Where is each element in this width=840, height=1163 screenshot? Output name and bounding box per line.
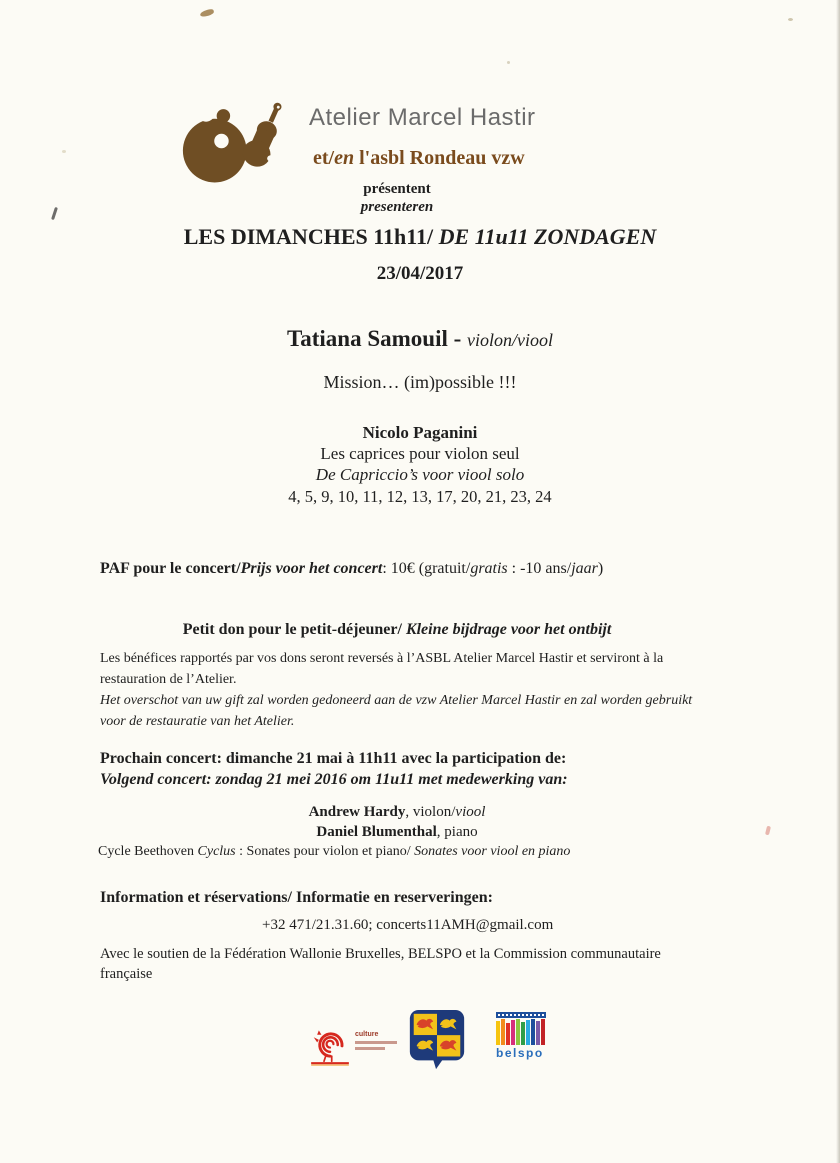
walloon-rooster-logo — [306, 1021, 354, 1069]
price-gratis: gratis — [470, 560, 508, 577]
next-artist-2-name: Daniel Blumenthal — [316, 824, 437, 840]
support-line-1: Avec le soutien de la Fédération Wallonie Bruxelles, BELSPO et la Commission communautaire — [100, 946, 661, 962]
artist-name: Tatiana Samouil — [287, 326, 448, 351]
event-title — [0, 224, 840, 250]
beethoven-cycle-line — [98, 844, 570, 860]
contact-line: +32 471/21.31.60; concerts11AMH@gmail.com — [262, 917, 554, 933]
donation-heading-fr: Petit don pour le petit-déjeuner/ — [182, 621, 406, 638]
event-title-nl: DE 11u11 ZONDAGEN — [438, 224, 657, 249]
donation-paragraph-fr — [100, 651, 663, 693]
artist-line — [0, 326, 840, 352]
next-artist-2-instrument: , piano — [436, 824, 478, 840]
scan-artifact — [199, 8, 214, 17]
donation-fr-line-1: Les bénéfices rapportés par vos dons seront reversés à l’ASBL Atelier Marcel Hastir et serviront à la — [100, 651, 664, 666]
next-artist-2 — [0, 824, 794, 841]
artist-instrument: violon/viool — [467, 330, 553, 350]
org-title: Atelier Marcel Hastir — [309, 104, 536, 131]
belspo-wordmark: belspo — [496, 1046, 544, 1060]
artist-separator: - — [447, 326, 468, 351]
composer-name: Nicolo Paganini — [362, 423, 478, 442]
info-heading: Information et réservations/ Informatie en reserveringen: — [100, 889, 493, 906]
caprice-numbers: 4, 5, 9, 10, 11, 12, 13, 17, 20, 21, 23, 24 — [288, 487, 552, 506]
org-subtitle — [313, 147, 525, 170]
scan-artifact — [788, 18, 793, 21]
donation-nl-line-2: voor de restauratie van het Atelier. — [100, 714, 295, 729]
illegible-caption-line — [355, 1047, 385, 1050]
presenters-label-nl: presenteren — [360, 199, 434, 215]
next-artist-1-instrument-fr: , violon/ — [405, 804, 456, 820]
rooster-caption — [355, 1031, 403, 1050]
palette-violin-logo — [180, 93, 288, 188]
price-jaar: jaar — [571, 560, 598, 577]
org-subtitle-fr: et/ — [313, 147, 335, 169]
work-title-fr: Les caprices pour violon seul — [320, 444, 520, 463]
cycle-desc-fr: : Sonates pour violon et piano/ — [235, 844, 415, 859]
price-label-nl: Prijs voor het concert — [240, 560, 383, 577]
cycle-desc-nl: Sonates voor viool en piano — [414, 844, 571, 859]
price-line — [100, 560, 603, 578]
price-value: : 10€ (gratuit/ — [382, 560, 471, 577]
cocof-shield-logo — [406, 1008, 468, 1072]
scan-artifact — [507, 61, 510, 64]
work-title-nl: De Capriccio’s voor viool solo — [315, 465, 525, 484]
cycle-fr: Cycle Beethoven — [98, 844, 198, 859]
donation-heading-nl: Kleine bijdrage voor het ontbijt — [405, 621, 612, 638]
next-concert-nl: Volgend concert: zondag 21 mei 2016 om 11u11 met medewerking van: — [100, 771, 568, 788]
price-age: : -10 ans/ — [507, 560, 572, 577]
cycle-nl-word: Cyclus — [197, 844, 236, 859]
price-close: ) — [597, 560, 604, 577]
presenters-label-fr: présentent — [363, 181, 431, 197]
belspo-header-strip — [496, 1012, 546, 1018]
next-artist-1-name: Andrew Hardy — [308, 804, 406, 820]
donation-heading — [0, 621, 794, 639]
donation-paragraph-nl — [100, 693, 692, 735]
belspo-logo — [496, 1012, 546, 1060]
event-title-fr: LES DIMANCHES 11h11/ — [183, 224, 439, 249]
next-artist-1 — [0, 804, 794, 821]
next-concert-fr: Prochain concert: dimanche 21 mai à 11h11 avec la participation de: — [100, 750, 567, 767]
price-label-fr: PAF pour le concert/ — [100, 560, 241, 577]
program-title: Mission… (im)possible !!! — [323, 372, 517, 392]
support-line-2: française — [100, 966, 153, 982]
support-note — [100, 946, 661, 986]
scanner-edge-shadow — [836, 0, 840, 1163]
next-artist-1-instrument-nl: viool — [455, 804, 486, 820]
org-subtitle-nl: en — [334, 147, 355, 169]
scan-artifact — [62, 150, 66, 153]
event-date: 23/04/2017 — [376, 263, 464, 284]
illegible-caption-line — [355, 1041, 397, 1044]
donation-nl-line-1: Het overschot van uw gift zal worden gedoneerd aan de vzw Atelier Marcel Hastir en zal worden gebruikt — [100, 693, 693, 708]
org-subtitle-rest: l'asbl Rondeau vzw — [354, 147, 525, 169]
rooster-caption-text: culture — [355, 1031, 379, 1038]
belspo-color-bars — [496, 1019, 546, 1045]
donation-fr-line-2: restauration de l’Atelier. — [100, 672, 237, 687]
